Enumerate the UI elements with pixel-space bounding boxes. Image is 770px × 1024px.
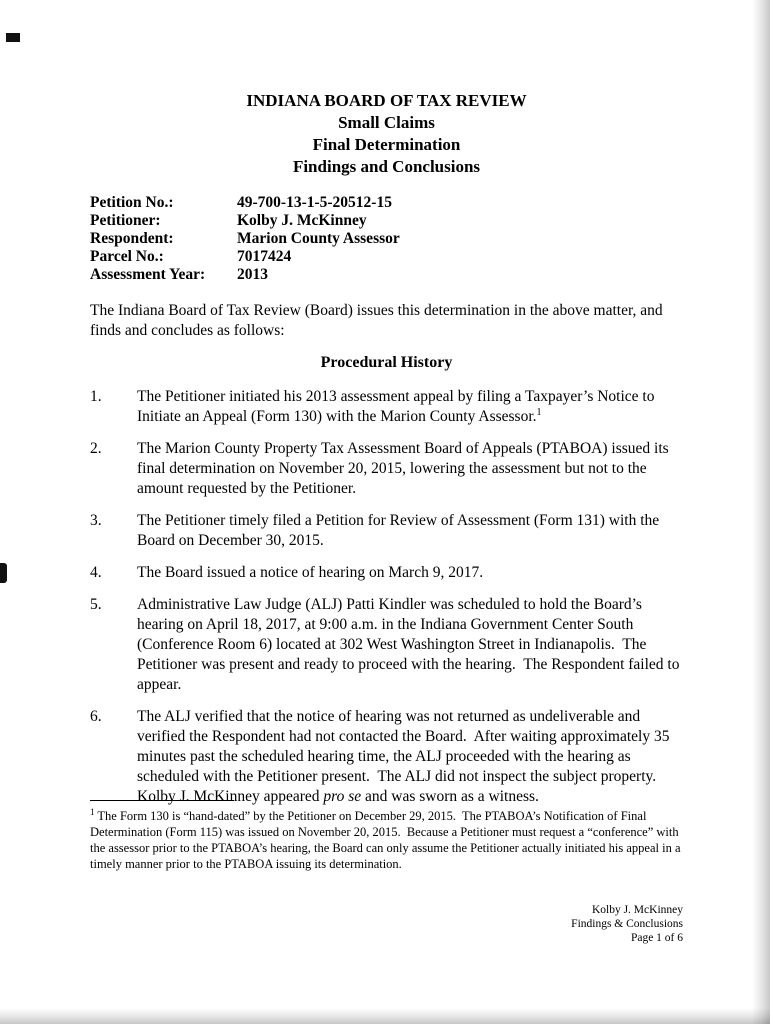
petition-row: [90, 266, 683, 284]
scan-edge-right: [752, 0, 770, 1024]
petition-value: Kolby J. McKinney: [237, 212, 367, 229]
petition-label: Respondent:: [90, 230, 174, 247]
procedural-history-list: [90, 387, 683, 807]
procedural-item-1: [90, 387, 683, 427]
item-number: 6.: [90, 708, 102, 725]
procedural-item-2: [90, 439, 683, 499]
footer-author: Kolby J. McKinney: [591, 904, 683, 916]
footnote-rule: [90, 800, 234, 801]
item-number: 5.: [90, 596, 102, 613]
intro-paragraph: The Indiana Board of Tax Review (Board) issues this determination in the above matter, and finds and concludes as follows:: [90, 302, 667, 339]
petition-value: 49-700-13-1-5-20512-15: [237, 194, 392, 211]
document-title-line: INDIANA BOARD OF TAX REVIEW: [246, 91, 527, 110]
item-text: Administrative Law Judge (ALJ) Patti Kindler was scheduled to hold the Board’s hearing on April 18, 2017, at 9:00 a.m. in the Indiana Government Center South (Conference Room 6) located at 302 West Washington Street in Indianapolis. The Petitioner was present and ready to proceed with the hearing. The Respondent failed to appear.: [137, 596, 684, 693]
italic-pro-se: pro se: [323, 788, 362, 805]
footnote-text: $^1$ The Form 130 is “hand-dated” by the Petitioner on December 29, 2015. The PTABOA’s Notification of Final Determination (Form 115) was issued on November 20, 2015. Because a Petitioner must request a “conference” with the assessor prior to the PTABOA’s hearing, the Board can only assume the Petitioner actually initiated his appeal in a timely manner prior to the PTABOA issuing its determination.: [90, 806, 684, 871]
scan-artifact-left-edge: [0, 563, 7, 583]
title-block: [90, 90, 683, 178]
item-text: The Petitioner initiated his 2013 assessment appeal by filing a Taxpayer’s Notice to Initiate an Appeal (Form 130) with the Marion County Assessor.$^1$: [137, 388, 659, 425]
document-content: [90, 0, 683, 819]
item-text: The ALJ verified that the notice of hearing was not returned as undeliverable and verified the Respondent had not contacted the Board. After waiting approximately 35 minutes past the scheduled hearing time, the ALJ proceeded with the hearing as scheduled with the Petitioner present. The ALJ did not inspect the subject property. Kolby J. McKinney appeared pro se and was sworn as a witness.: [137, 708, 674, 805]
procedural-item-4: [90, 563, 683, 583]
petition-value: 2013: [237, 266, 268, 283]
petition-label: Assessment Year:: [90, 266, 206, 283]
item-number: 4.: [90, 564, 102, 581]
petition-row: [90, 212, 683, 230]
page-footer: [571, 903, 683, 945]
petition-value: 7017424: [237, 248, 292, 265]
petition-label: Parcel No.:: [90, 248, 164, 265]
item-number: 1.: [90, 388, 102, 405]
item-text: The Marion County Property Tax Assessment Board of Appeals (PTABOA) issued its final determination on November 20, 2015, lowering the assessment but not to the amount requested by the Petitioner.: [137, 440, 673, 497]
petition-label: Petition No.:: [90, 194, 174, 211]
footer-doc-type: Findings & Conclusions: [571, 918, 683, 930]
petition-value: Marion County Assessor: [237, 230, 400, 247]
scan-artifact-top-left: [6, 33, 20, 42]
footnote-reference: 1: [536, 406, 542, 418]
footer-page-number: Page 1 of 6: [630, 932, 683, 944]
petition-row: [90, 230, 683, 248]
item-text: The Petitioner timely filed a Petition for Review of Assessment (Form 131) with the Board on December 30, 2015.: [137, 512, 664, 549]
procedural-item-3: [90, 511, 683, 551]
procedural-item-5: [90, 595, 683, 695]
procedural-history-heading: Procedural History: [320, 354, 453, 371]
item-text: The Board issued a notice of hearing on March 9, 2017.: [137, 564, 484, 581]
scan-edge-bottom: [0, 1008, 770, 1024]
document-title-line: Final Determination: [312, 135, 461, 154]
petition-row: [90, 194, 683, 212]
item-number: 2.: [90, 440, 102, 457]
document-title-line: Findings and Conclusions: [292, 157, 481, 176]
item-number: 3.: [90, 512, 102, 529]
petition-row: [90, 248, 683, 266]
footnote-area: [90, 800, 686, 872]
procedural-item-6: [90, 707, 683, 807]
footnote-marker: 1: [90, 806, 95, 817]
document-title-line: Small Claims: [338, 113, 435, 132]
petition-label: Petitioner:: [90, 212, 161, 229]
petition-info: [90, 194, 683, 284]
